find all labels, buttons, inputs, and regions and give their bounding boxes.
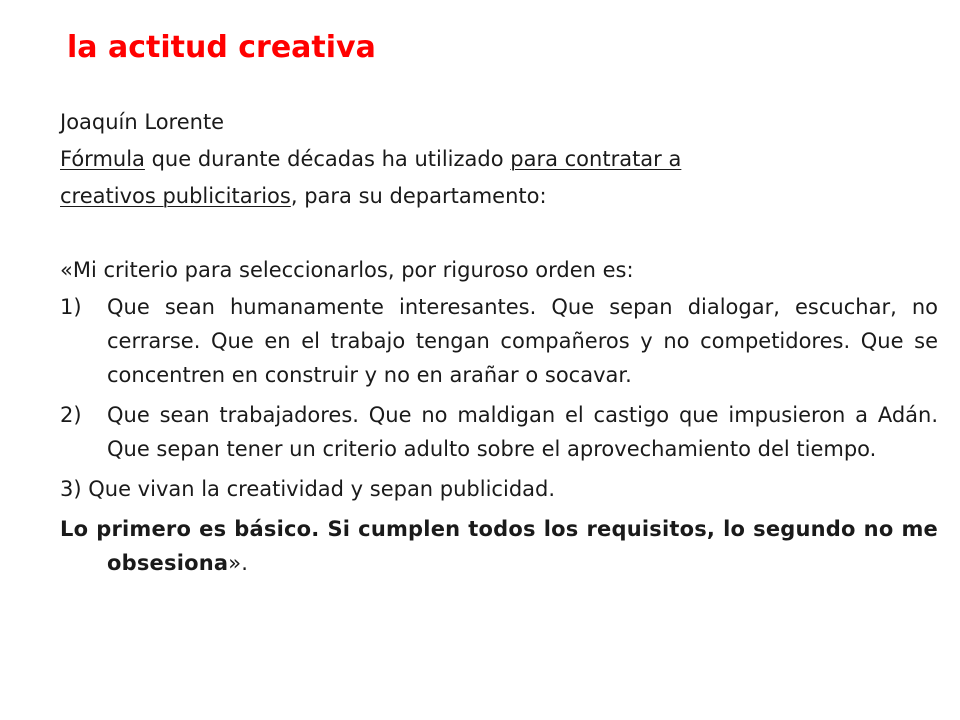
author-name: Joaquín Lorente <box>60 110 225 134</box>
intro-line-2 <box>60 178 938 215</box>
intro-departamento-text: , para su departamento: <box>290 184 547 208</box>
criteria-number: 3) <box>60 477 82 501</box>
closing-bold-text: Lo primero es básico. Si cumplen todos los requisitos, lo segundo no me obsesiona <box>60 517 938 575</box>
criteria-text: Que vivan la creatividad y sepan publicidad. <box>88 477 556 501</box>
intro-contratar-underlined: para contratar a <box>510 147 682 171</box>
criteria-item-3 <box>60 472 938 506</box>
criteria-item-1 <box>60 290 938 392</box>
criteria-text: Que sean trabajadores. Que no maldigan el castigo que impusieron a Adán. Que sepan tener un criterio adulto sobre el aprovechamiento del tiempo. <box>107 403 938 461</box>
criteria-text: Que sean humanamente interesantes. Que sepan dialogar, escuchar, no cerrarse. Que en el trabajo tengan compañeros y no competidores. Que se concentren en construir y no en arañar o socavar. <box>107 295 938 387</box>
intro-text: que durante décadas ha utilizado <box>144 147 511 171</box>
slide-title: la actitud creativa <box>67 30 376 65</box>
criteria-number: 2) <box>60 403 82 427</box>
intro-formula-underlined: Fórmula <box>60 147 145 171</box>
intro-creativos-underlined: creativos publicitarios <box>60 184 291 208</box>
closing-quote-mark: ». <box>228 551 249 575</box>
quote-intro: «Mi criterio para seleccionarlos, por riguroso orden es: <box>60 258 634 282</box>
intro-line-1 <box>60 141 938 178</box>
closing-paragraph <box>60 512 938 580</box>
criteria-item-2 <box>60 398 938 466</box>
blank-line <box>60 215 938 252</box>
slide-content <box>60 104 938 580</box>
criteria-number: 1) <box>60 295 82 319</box>
